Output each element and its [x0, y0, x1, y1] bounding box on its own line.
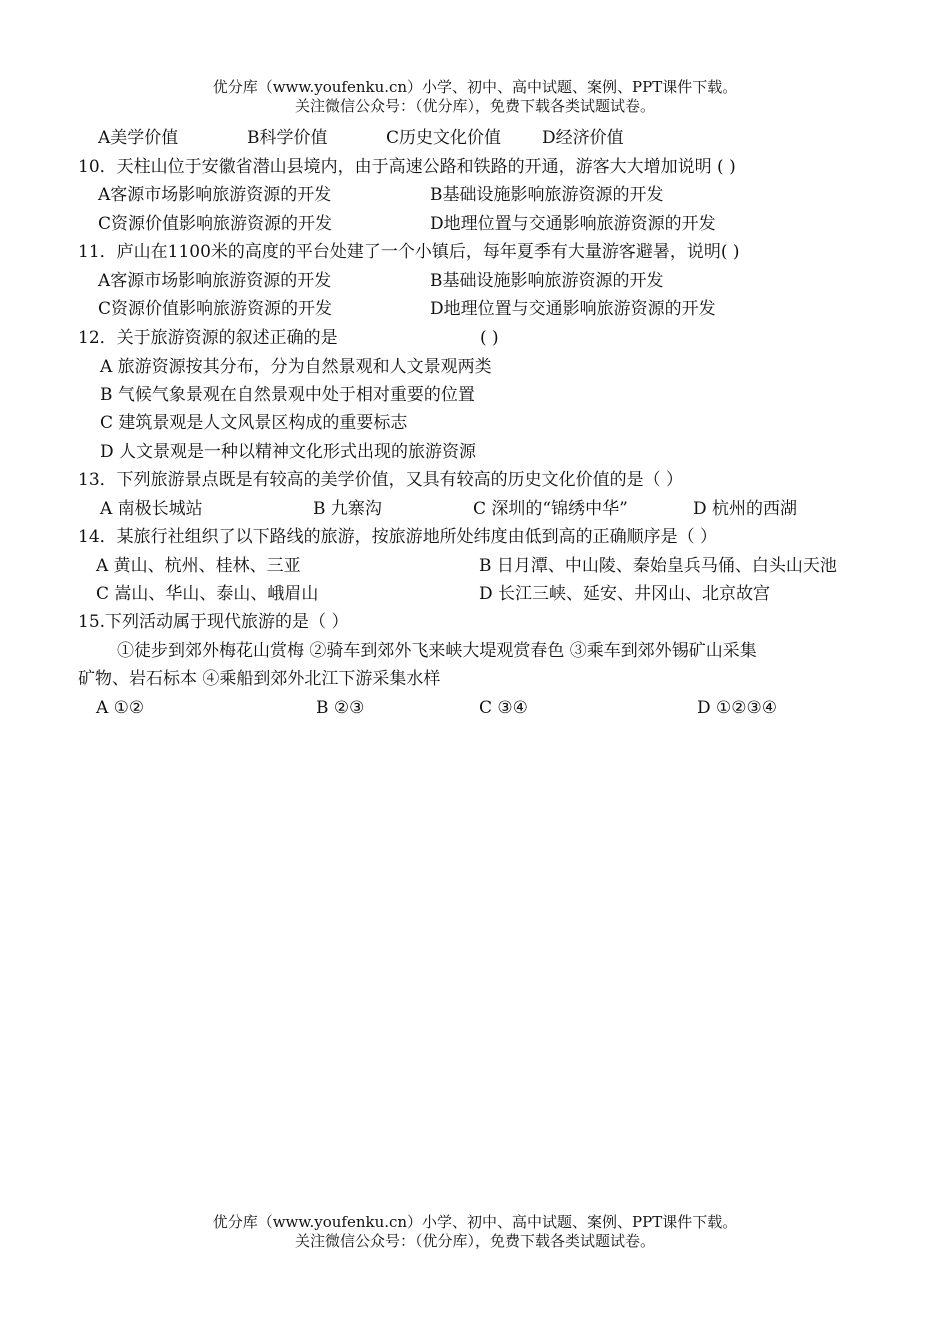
q13-option-c: C 深圳的“锦绣中华”	[473, 499, 628, 519]
q12-option-a: A 旅游资源按其分布，分为自然景观和人文景观两类	[100, 357, 492, 377]
q12-stem: 12．关于旅游资源的叙述正确的是	[78, 328, 338, 348]
footer-line-1: 优分库（www.youfenku.cn）小学、初中、高中试题、案例、PPT课件下载。	[212, 1213, 738, 1231]
q9-option-b: B科学价值	[247, 128, 328, 148]
q9-option-a: A美学价值	[98, 128, 179, 148]
q15-option-c: C ③④	[479, 698, 528, 718]
q13-option-d: D 杭州的西湖	[693, 499, 798, 519]
q14-stem: 14．某旅行社组织了以下路线的旅游，按旅游地所处纬度由低到高的正确顺序是（ ）	[78, 527, 718, 547]
q13-option-a: A 南极长城站	[100, 499, 203, 519]
q12-option-c: C 建筑景观是人文风景区构成的重要标志	[100, 413, 408, 433]
q15-option-d: D ①②③④	[697, 698, 777, 718]
q10-stem: 10．天柱山位于安徽省潜山县境内，由于高速公路和铁路的开通，游客大大增加说明 ( )	[78, 157, 736, 177]
footer-line-2: 关注微信公众号：（优分库），免费下载各类试题试卷。	[294, 1232, 655, 1250]
q10-option-d: D地理位置与交通影响旅游资源的开发	[430, 214, 716, 234]
header-line-2: 关注微信公众号：（优分库），免费下载各类试题试卷。	[294, 97, 655, 115]
q12-option-d: D 人文景观是一种以精神文化形式出现的旅游资源	[100, 442, 477, 462]
q14-option-d: D 长江三峡、延安、井冈山、北京故宫	[479, 584, 771, 604]
q12-option-b: B 气候气象景观在自然景观中处于相对重要的位置	[100, 385, 475, 405]
q11-stem: 11．庐山在1100米的高度的平台处建了一个小镇后，每年夏季有大量游客避暑，说明( )	[78, 242, 740, 262]
q11-option-b: B基础设施影响旅游资源的开发	[430, 271, 664, 291]
q14-option-a: A 黄山、杭州、桂林、三亚	[96, 556, 301, 576]
q13-stem: 13．下列旅游景点既是有较高的美学价值，又具有较高的历史文化价值的是（ ）	[78, 470, 684, 490]
q11-option-a: A客源市场影响旅游资源的开发	[98, 271, 332, 291]
header-line-1: 优分库（www.youfenku.cn）小学、初中、高中试题、案例、PPT课件下载。	[212, 78, 738, 96]
q15-option-b: B ②③	[316, 698, 365, 718]
q9-option-d: D经济价值	[542, 128, 624, 148]
q10-option-c: C资源价值影响旅游资源的开发	[98, 214, 333, 234]
q13-option-b: B 九寨沟	[313, 499, 382, 519]
q15-option-a: A ①②	[96, 698, 145, 718]
q12-answer-paren: ( )	[480, 328, 499, 348]
q10-option-b: B基础设施影响旅游资源的开发	[430, 185, 664, 205]
q14-option-b: B 日月潭、中山陵、秦始皇兵马俑、白头山天池	[479, 556, 837, 576]
q14-option-c: C 嵩山、华山、泰山、峨眉山	[96, 584, 319, 604]
q15-stem: 15.下列活动属于现代旅游的是（ ）	[78, 612, 349, 632]
q11-option-d: D地理位置与交通影响旅游资源的开发	[430, 299, 716, 319]
q15-body-line-1: ①徒步到郊外梅花山赏梅 ②骑车到郊外飞来峡大堤观赏春色 ③乘车到郊外锡矿山采集	[117, 641, 757, 661]
q11-option-c: C资源价值影响旅游资源的开发	[98, 299, 333, 319]
q15-body-line-2: 矿物、岩石标本 ④乘船到郊外北江下游采集水样	[78, 669, 441, 689]
q9-option-c: C历史文化价值	[386, 128, 502, 148]
q10-option-a: A客源市场影响旅游资源的开发	[98, 185, 332, 205]
